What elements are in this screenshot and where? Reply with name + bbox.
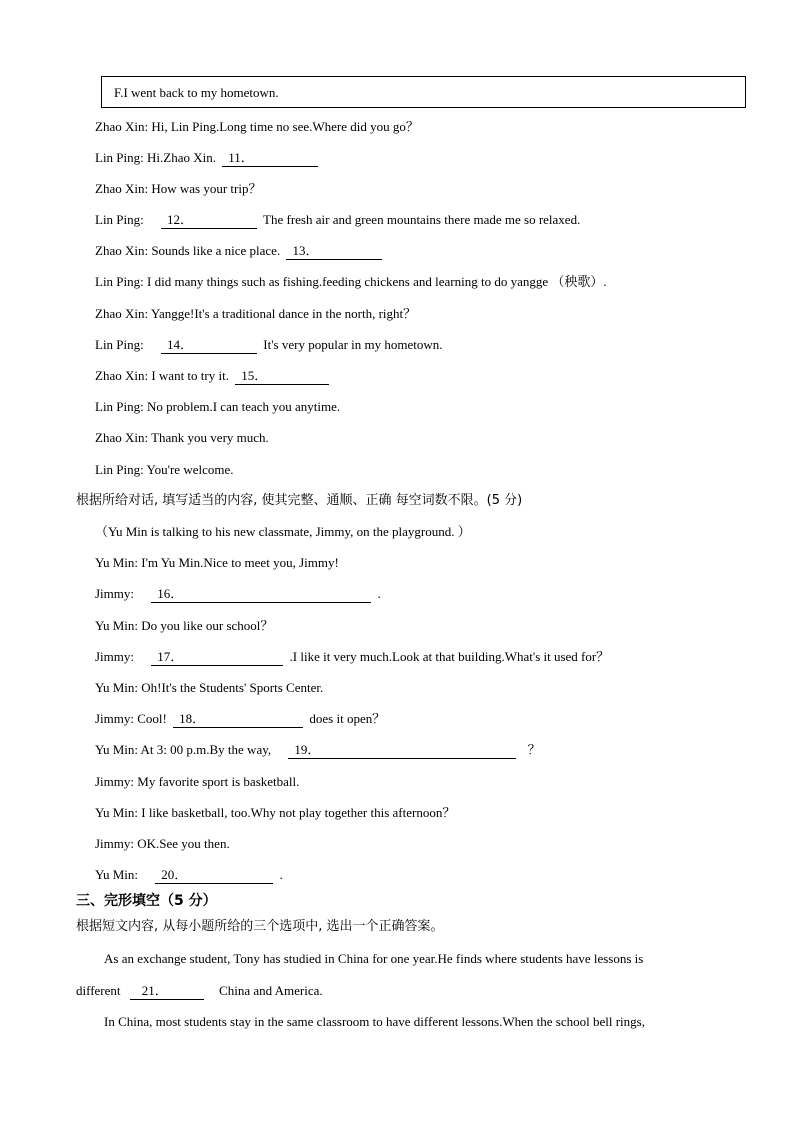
dialogue-text: My favorite sport is basketball. [137,774,300,789]
passage-text: China and America. [219,983,323,998]
dialogue-text: Sounds like a nice place. [151,243,281,258]
dialogue-line [95,617,273,635]
instruction-text: 根据所给对话, 填写适当的内容, 使其完整、通顺、正确 每空词数不限。(5 分) [76,493,523,508]
answer-blank-21[interactable]: 21． [130,983,204,1000]
dialogue-line [95,741,541,759]
dialogue-line [95,679,323,697]
dialogue-text: OK.See you then. [137,836,230,851]
dialogue-line [95,461,234,479]
dialogue-line [95,585,381,603]
dialogue-line [95,149,321,167]
dialogue-text: I like basketball, too.Why not play together this afternoon？ [141,805,456,820]
dialogue-line [95,305,416,323]
dialogue-text: .I like it very much.Look at that building.What's it used for？ [289,649,610,664]
speaker: Lin Ping: [95,399,144,414]
dialogue-line [95,835,230,853]
dialogue-text: I'm Yu Min.Nice to meet you, Jimmy! [141,555,339,570]
passage-line: In China, most students stay in the same classroom to have different lessons.When the school bell rings, [104,1014,645,1029]
speaker: Yu Min: [95,680,138,695]
dialogue-line [95,710,385,728]
answer-blank-19[interactable]: 19． [288,742,516,759]
dialogue-line [95,398,340,416]
answer-blank-14[interactable]: 14． [161,337,257,354]
answer-blank-12[interactable]: 12． [161,212,257,229]
dialogue-text: You're welcome. [146,462,234,477]
speaker: Yu Min: [95,805,138,820]
dialogue-line [95,211,580,229]
passage-line: As an exchange student, Tony has studied in China for one year.He finds where students have lessons is [104,951,644,966]
dialogue-line [95,118,419,136]
answer-blank-20[interactable]: 20． [155,867,273,884]
dialogue-line [95,336,443,354]
speaker: Zhao Xin: [95,243,149,258]
dialogue-text: ？ [527,742,541,757]
dialogue-text: At 3: 00 p.m.By the way, [140,742,272,757]
dialogue-line [95,273,607,291]
speaker: Zhao Xin: [95,430,149,445]
passage-line [76,982,323,1000]
dialogue-text: does it open？ [309,711,386,726]
dialogue-line [95,804,455,822]
answer-blank-13[interactable]: 13． [286,243,382,260]
dialogue-text: Yangge!It's a traditional dance in the north, right？ [150,306,417,321]
dialogue-text: Thank you very much. [151,430,269,445]
answer-blank-18[interactable]: 18． [173,711,303,728]
answer-blank-15[interactable]: 15． [235,368,329,385]
speaker: Lin Ping: [95,212,144,227]
speaker: Zhao Xin: [95,368,149,383]
dialogue-text: . [377,586,381,601]
dialogue-text: Hi.Zhao Xin. [147,150,216,165]
speaker: Yu Min: [95,742,138,757]
dialogue-text: How was your trip？ [151,181,262,196]
speaker: Yu Min: [95,867,138,882]
dialogue-text: Cool! [137,711,167,726]
speaker: Lin Ping: [95,274,144,289]
speaker: Yu Min: [95,555,138,570]
speaker: Lin Ping: [95,150,144,165]
speaker: Lin Ping: [95,337,144,352]
dialogue-line [95,773,299,791]
speaker: Jimmy: [95,586,135,601]
speaker: Jimmy: [95,774,135,789]
section-instruction: 根据短文内容, 从每小题所给的三个选项中, 选出一个正确答案。 [76,919,444,934]
dialogue-line [95,866,283,884]
section-heading: 三、完形填空（5 分） [76,893,217,909]
dialogue-line [95,648,609,666]
answer-blank-17[interactable]: 17． [151,649,283,666]
speaker: Jimmy: [95,711,135,726]
dialogue-line [95,429,269,447]
answer-blank-11[interactable]: 11． [222,150,318,167]
option-box-f: F.I went back to my hometown. [101,76,746,108]
speaker: Jimmy: [95,649,135,664]
dialogue-line [95,554,339,572]
dialogue-text: . [279,867,283,882]
speaker: Zhao Xin: [95,181,149,196]
speaker: Jimmy: [95,836,135,851]
answer-blank-16[interactable]: 16． [151,586,371,603]
dialogue-text: I want to try it. [151,368,229,383]
speaker: Zhao Xin: [95,306,149,321]
dialogue-text: Hi, Lin Ping.Long time no see.Where did you go？ [151,119,419,134]
dialogue-text: Oh!It's the Students' Sports Center. [141,680,324,695]
dialogue-text: No problem.I can teach you anytime. [147,399,341,414]
speaker: Zhao Xin: [95,119,149,134]
speaker: Yu Min: [95,618,138,633]
dialogue-text: Do you like our school？ [141,618,274,633]
context-text: （Yu Min is talking to his new classmate, Jimmy, on the playground. ） [95,524,471,539]
passage-text: different [76,983,121,998]
dialogue-line [95,180,261,198]
dialogue-text: It's very popular in my hometown. [263,337,443,352]
dialogue-line [95,367,332,385]
speaker: Lin Ping: [95,462,144,477]
dialogue-line [95,242,385,260]
dialogue-text: I did many things such as fishing.feeding chickens and learning to do yangge （秧歌）. [147,274,607,289]
dialogue-text: The fresh air and green mountains there made me so relaxed. [263,212,581,227]
